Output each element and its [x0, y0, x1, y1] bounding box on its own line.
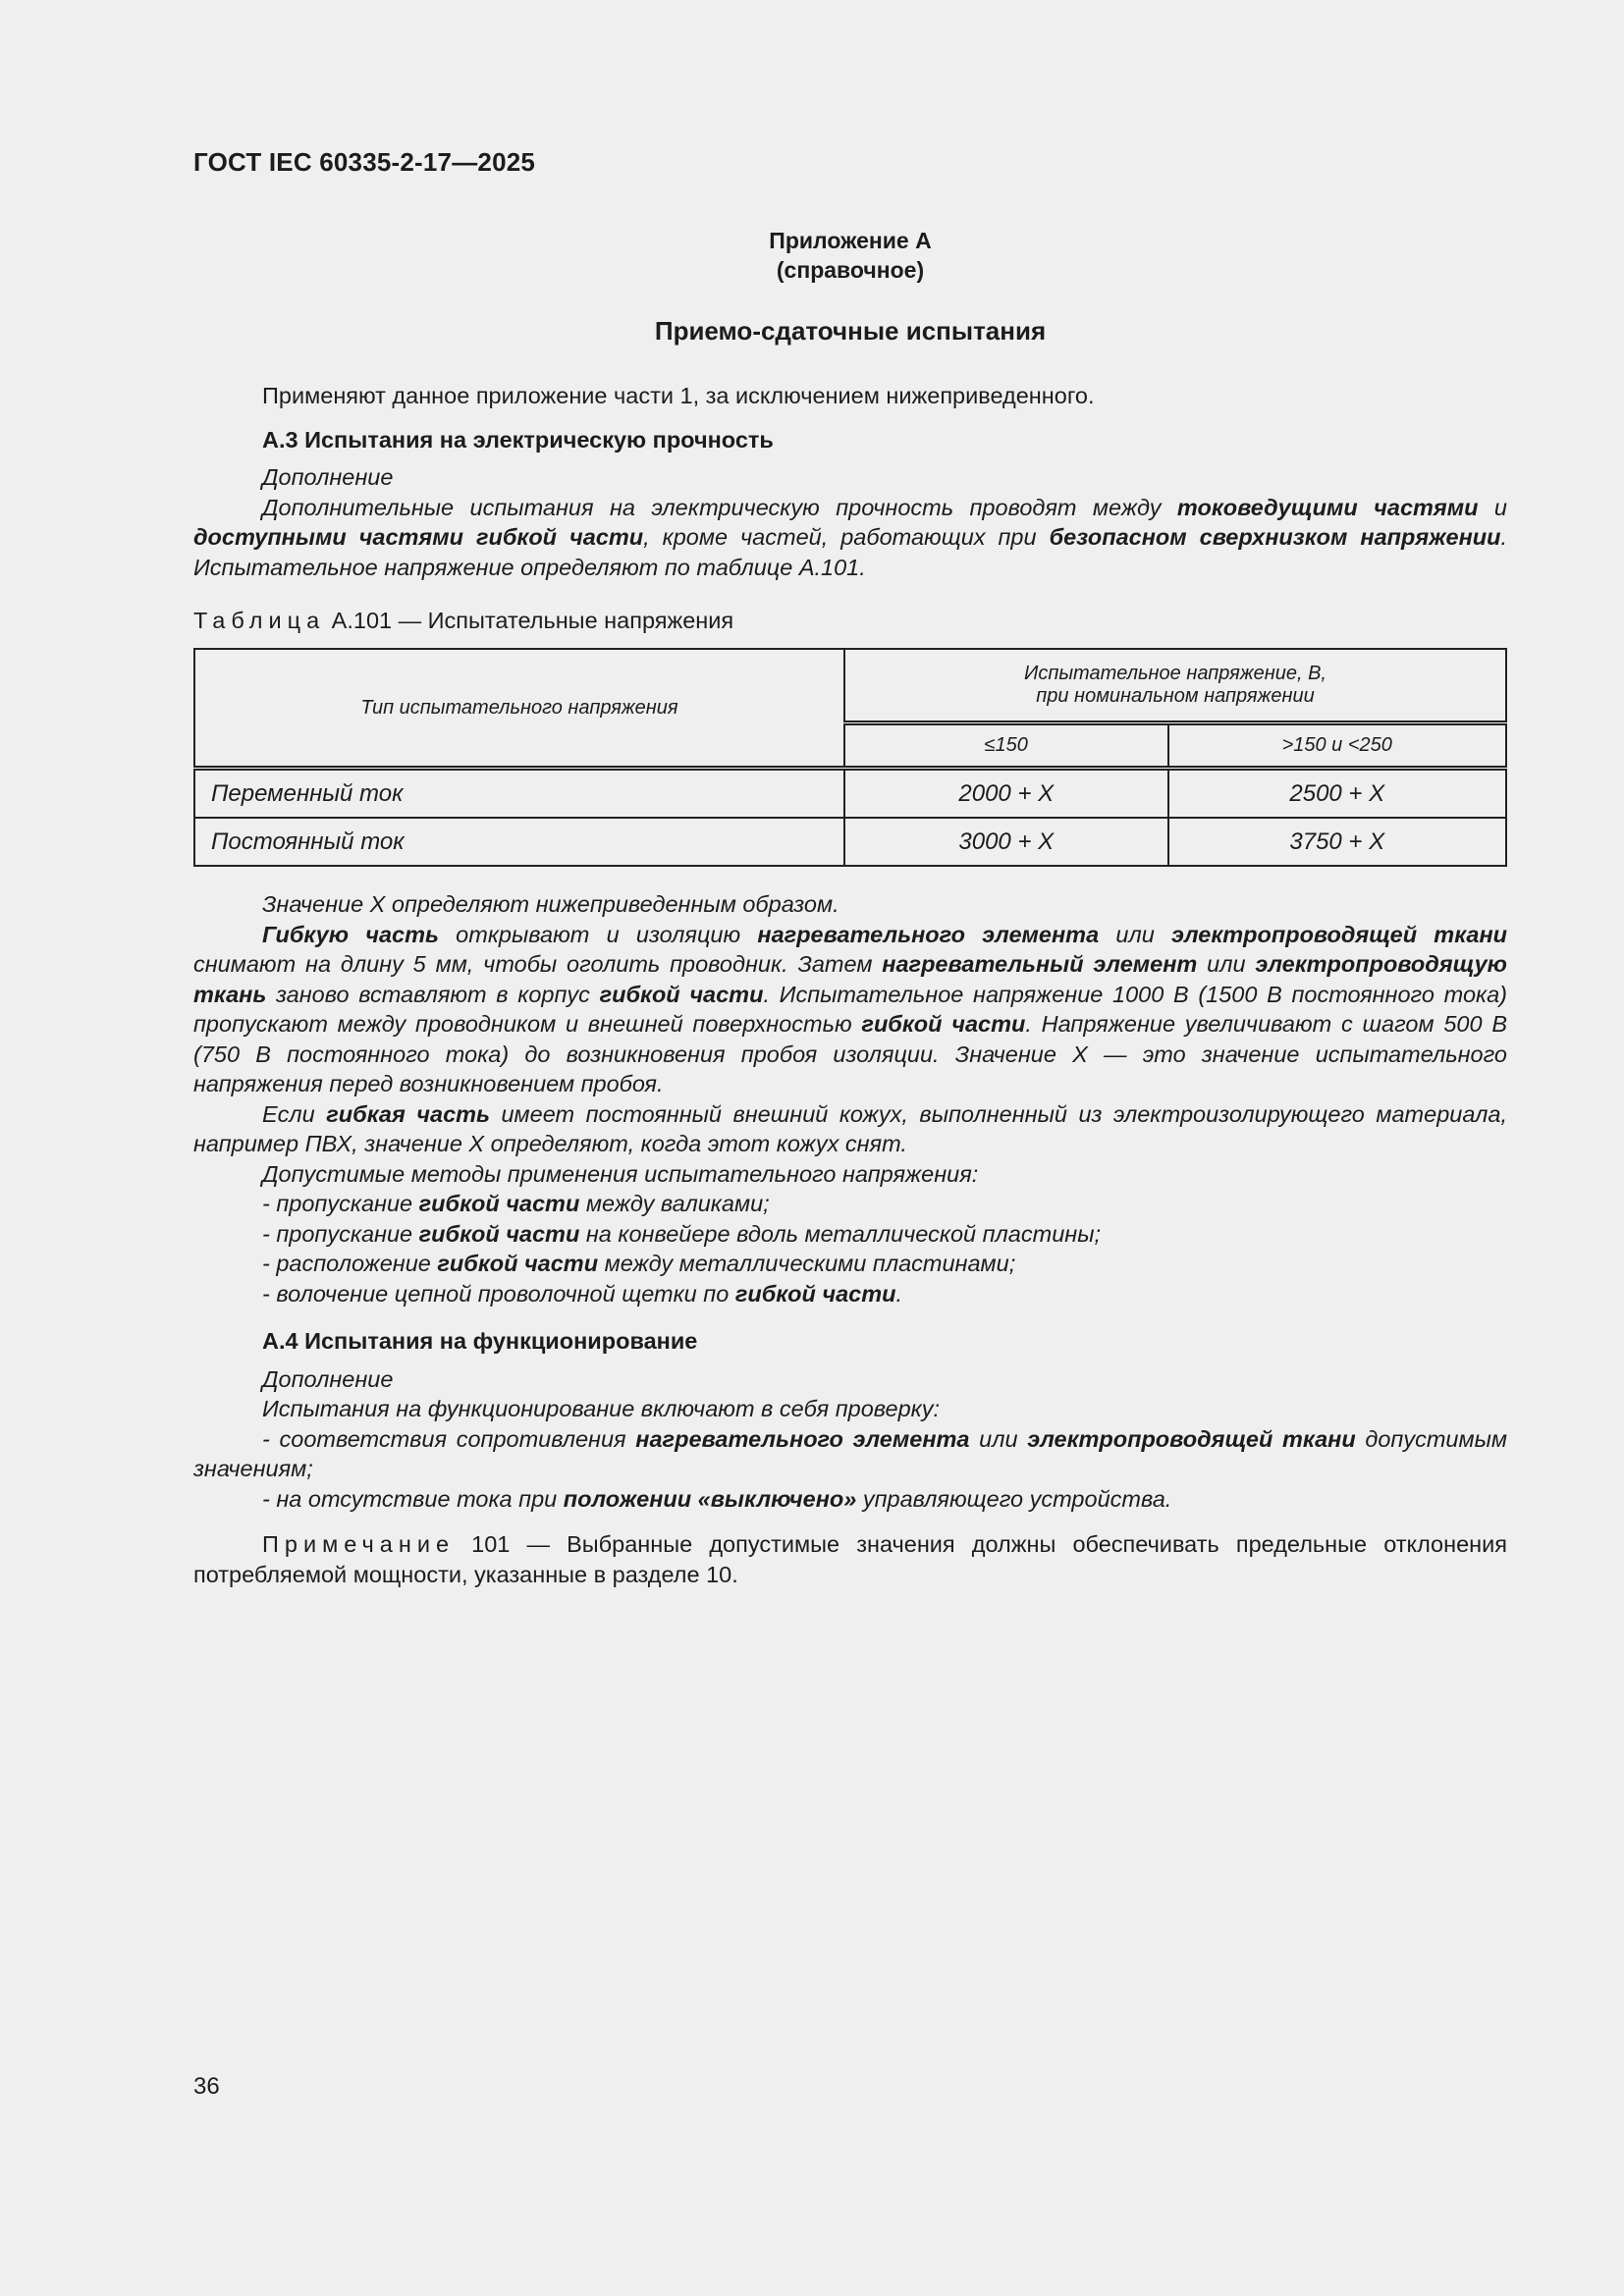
list-item: - на отсутствие тока при положении «выключено» управляющего устройства.: [262, 1485, 1172, 1512]
table-caption-prefix: Таблица: [193, 608, 326, 633]
methods-intro: Допустимые методы применения испытательного напряжения:: [262, 1160, 979, 1187]
appendix-status: (справочное): [776, 257, 925, 283]
a4-heading: А.4 Испытания на функционирование: [262, 1328, 698, 1354]
row-value-cell: 2500 + X: [1168, 769, 1506, 819]
value-x-cover: Если гибкая часть имеет постоянный внешний кожух, выполненный из электроизолирующего материала, например ПВХ, значение X определяют, когда этот кожух снят.: [193, 1100, 1507, 1156]
table-row: [194, 769, 1506, 819]
voltage-table-wrap: [193, 648, 1507, 867]
value-x-intro: Значение X определяют нижеприведенным образом.: [262, 891, 839, 917]
row-value-cell: 3000 + X: [844, 818, 1168, 866]
a3-paragraph: Дополнительные испытания на электрическую прочность проводят между токоведущими частями и доступными частями гибкой части, кроме частей, работающих при безопасном сверхнизком напряжении. Испытательное напряжение определяют по таблице А.101.: [193, 494, 1508, 580]
list-item: - расположение гибкой части между металлическими пластинами;: [262, 1251, 1016, 1276]
table-caption: [193, 606, 1507, 636]
note-block: [193, 1529, 1507, 1589]
list-item: - соответствия сопротивления нагревательного элемента или электропроводящей ткани допустимым значениям;: [193, 1425, 1508, 1481]
intro-paragraph: Применяют данное приложение части 1, за исключением нижеприведенного.: [262, 383, 1095, 408]
value-x-block: [193, 889, 1507, 1308]
page-number: 36: [193, 2073, 220, 2100]
row-type-cell: Постоянный ток: [194, 818, 844, 866]
a3-addition-label: Дополнение: [262, 464, 394, 490]
header-cell-type: Тип испытательного напряжения: [194, 649, 844, 769]
section-title: Приемо-сдаточные испытания: [654, 316, 1047, 346]
a4-addition-label: Дополнение: [262, 1365, 394, 1392]
table-row: [194, 818, 1506, 866]
list-item: - волочение цепной проволочной щетки по гибкой части.: [262, 1280, 903, 1307]
row-value-cell: 2000 + X: [844, 769, 1168, 819]
note-label: Примечание: [262, 1531, 456, 1557]
voltage-table: [193, 648, 1507, 867]
header-cell-voltage: Испытательное напряжение, В, при номинальном напряжении: [844, 649, 1506, 722]
value-x-procedure: Гибкую часть открывают и изоляцию нагревательного элемента или электропроводящей ткани снимают на длину 5 мм, чтобы оголить проводник. Затем нагревательный элемент или электропроводящую ткань заново вставляют в корпус гибкой части. Испытательное напряжение 1000 В (1500 В постоянного тока) пропускают между проводником и внешней поверхностью гибкой части. Напряжение увеличивают с шагом 500 В (750 В постоянного тока) до возникновения пробоя изоляции. Значение X — это значение испытательного напряжения перед возникновением пробоя.: [193, 921, 1508, 1096]
header-subcell-le150: ≤150: [844, 722, 1168, 768]
list-item: - пропускание гибкой части на конвейере вдоль металлической пластины;: [262, 1220, 1102, 1247]
a3-block: [193, 381, 1507, 582]
table-caption-text: А.101 — Испытательные напряжения: [325, 608, 734, 633]
note-paragraph: [193, 1529, 1507, 1589]
list-item: - пропускание гибкой части между валиками;: [262, 1191, 770, 1216]
a4-block: [193, 1326, 1507, 1514]
row-type-cell: Переменный ток: [194, 769, 844, 819]
standard-code: ГОСТ IEC 60335-2-17—2025: [193, 147, 536, 177]
row-value-cell: 3750 + X: [1168, 818, 1506, 866]
appendix-name: Приложение А: [769, 228, 932, 253]
a3-heading: А.3 Испытания на электрическую прочность: [262, 426, 774, 453]
header-subcell-150-250: >150 и <250: [1168, 722, 1506, 768]
note-text: 101 — Выбранные допустимые значения должны обеспечивать предельные отклонения потребляемой мощности, указанные в разделе 10.: [193, 1531, 1507, 1587]
appendix-title: [193, 226, 1507, 285]
a4-intro: Испытания на функционирование включают в себя проверку:: [262, 1396, 941, 1421]
